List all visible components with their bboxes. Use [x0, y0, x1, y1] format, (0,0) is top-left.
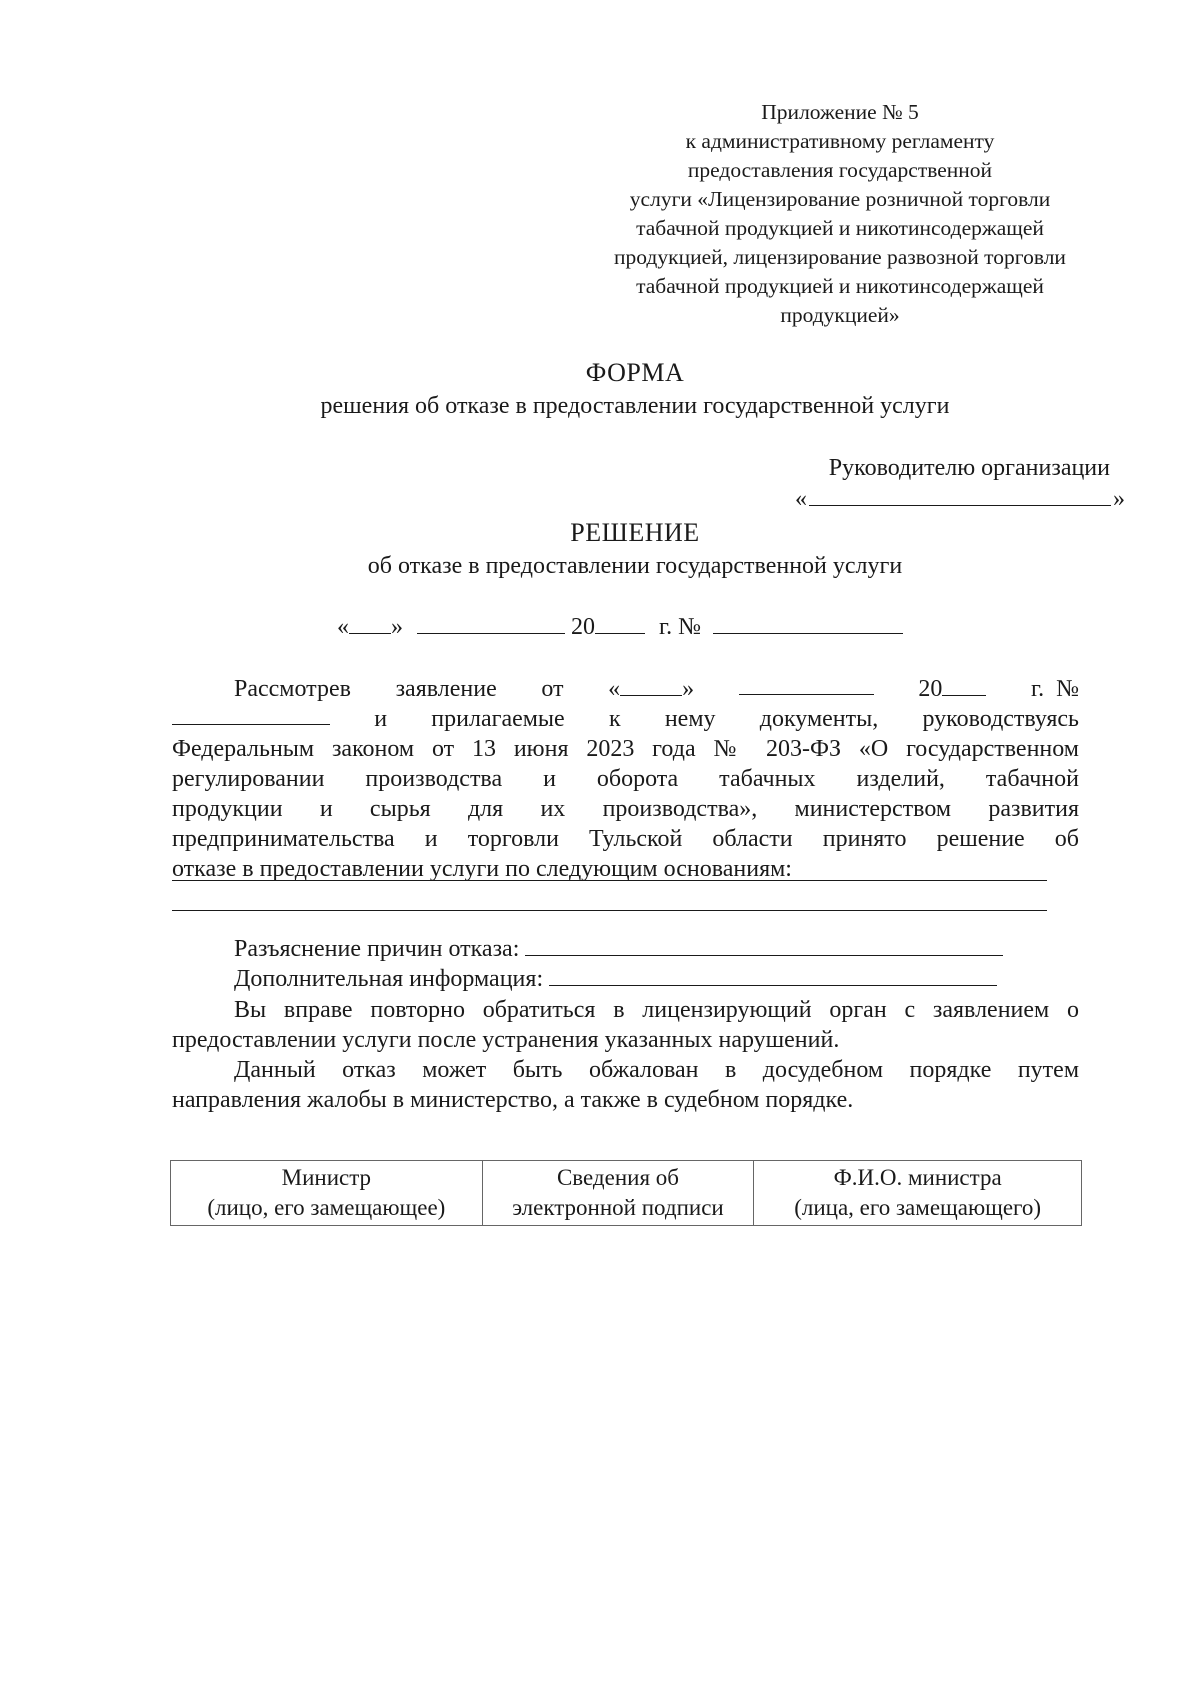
reasons-field [234, 935, 1003, 963]
annex-line: Приложение № 5 [761, 100, 919, 124]
addressee-label: Руководителю организации [828, 455, 1110, 481]
cell-line: электронной подписи [512, 1195, 724, 1220]
minister-cell [171, 1161, 483, 1226]
additional-info-blank[interactable] [549, 965, 997, 986]
year-prefix: 20 [571, 614, 595, 640]
word: нему [664, 706, 716, 732]
word: прилагаемые [431, 706, 565, 732]
organization-name-blank[interactable] [809, 485, 1111, 506]
notice-line: Вы вправе повторно обратиться в лицензирующий орган с заявлением о [234, 997, 1079, 1023]
month-blank[interactable] [417, 613, 565, 634]
open-quote: « [795, 486, 807, 512]
body-line-1 [172, 674, 1079, 704]
number-label: г. № [1030, 676, 1079, 702]
application-year [918, 674, 986, 704]
body-line-4: регулировании производства и оборота табачных изделий, табачной [172, 766, 1079, 792]
number-label: г. № [659, 614, 702, 640]
annex-line: предоставления государственной [687, 158, 993, 182]
annex-header [575, 98, 1105, 330]
application-day [608, 674, 694, 704]
decision-subtitle: об отказе в предоставлении государственной услуги [367, 553, 903, 579]
day-blank[interactable] [349, 613, 391, 634]
body-line-7: отказе в предоставлении услуги по следующим основаниям: [172, 856, 792, 882]
application-month-blank[interactable] [739, 674, 874, 695]
signature-row [171, 1161, 1082, 1226]
reapply-notice [172, 995, 1079, 1055]
word: и [374, 706, 388, 732]
grounds-blank-line[interactable] [172, 880, 1047, 881]
annex-line: услуги «Лицензирование розничной торговли [629, 187, 1051, 211]
open-quote: « [337, 614, 349, 640]
minister-name-cell [754, 1161, 1082, 1226]
word: руководствуясь [922, 706, 1079, 732]
application-number-blank[interactable] [172, 704, 330, 725]
annex-line: табачной продукцией и никотинсодержащей [636, 274, 1044, 298]
form-title: ФОРМА [585, 358, 685, 387]
e-signature-cell [482, 1161, 754, 1226]
cell-line: Сведения об [556, 1165, 679, 1190]
appeal-notice [172, 1055, 1079, 1115]
annex-line: к административному регламенту [685, 129, 995, 153]
reasons-label: Разъяснение причин отказа: [234, 936, 520, 962]
word: к [608, 706, 621, 732]
decision-date-line [337, 613, 903, 641]
decision-title: РЕШЕНИЕ [570, 518, 700, 547]
word: Рассмотрев [234, 676, 351, 702]
annex-line: табачной продукцией и никотинсодержащей [636, 216, 1044, 240]
signature-table [170, 1160, 1082, 1226]
open-quote: « [608, 676, 621, 702]
cell-line: (лицо, его замещающее) [207, 1195, 446, 1220]
close-quote: » [682, 676, 695, 702]
word: документы, [759, 706, 879, 732]
cell-line: Ф.И.О. министра [833, 1165, 1002, 1190]
reasons-blank[interactable] [525, 935, 1003, 956]
decision-body [172, 674, 1079, 884]
close-quote: » [1113, 486, 1125, 512]
body-line-2 [172, 704, 1079, 734]
application-year-blank[interactable] [942, 675, 986, 696]
word: от [541, 676, 564, 702]
cell-line: Министр [281, 1165, 372, 1190]
annex-line: продукцией, лицензирование развозной торговли [614, 245, 1066, 269]
body-line-5: продукции и сырья для их производства», министерством развития [172, 796, 1079, 822]
notice-line: предоставлении услуги после устранения указанных нарушений. [172, 1027, 840, 1053]
year-blank[interactable] [595, 613, 645, 634]
body-line-6: предпринимательства и торговли Тульской области принято решение об [172, 826, 1079, 852]
number-blank[interactable] [713, 613, 903, 634]
annex-line: продукцией» [780, 303, 900, 327]
additional-info-label: Дополнительная информация: [234, 966, 544, 992]
application-day-blank[interactable] [620, 675, 682, 696]
word: заявление [395, 676, 497, 702]
notice-line: направления жалобы в министерство, а также в судебном порядке. [172, 1087, 854, 1113]
body-line-3: Федеральным законом от 13 июня 2023 года № 203-ФЗ «О государственном [172, 736, 1079, 762]
grounds-blank-line[interactable] [172, 910, 1047, 911]
addressee-blank [795, 485, 1125, 513]
cell-line: (лица, его замещающего) [794, 1195, 1042, 1220]
additional-info-field [234, 965, 997, 993]
form-subtitle: решения об отказе в предоставлении государственной услуги [320, 393, 950, 419]
close-quote: » [391, 614, 403, 640]
year-prefix: 20 [918, 676, 943, 702]
notice-line: Данный отказ может быть обжалован в досудебном порядке путем [234, 1057, 1079, 1083]
